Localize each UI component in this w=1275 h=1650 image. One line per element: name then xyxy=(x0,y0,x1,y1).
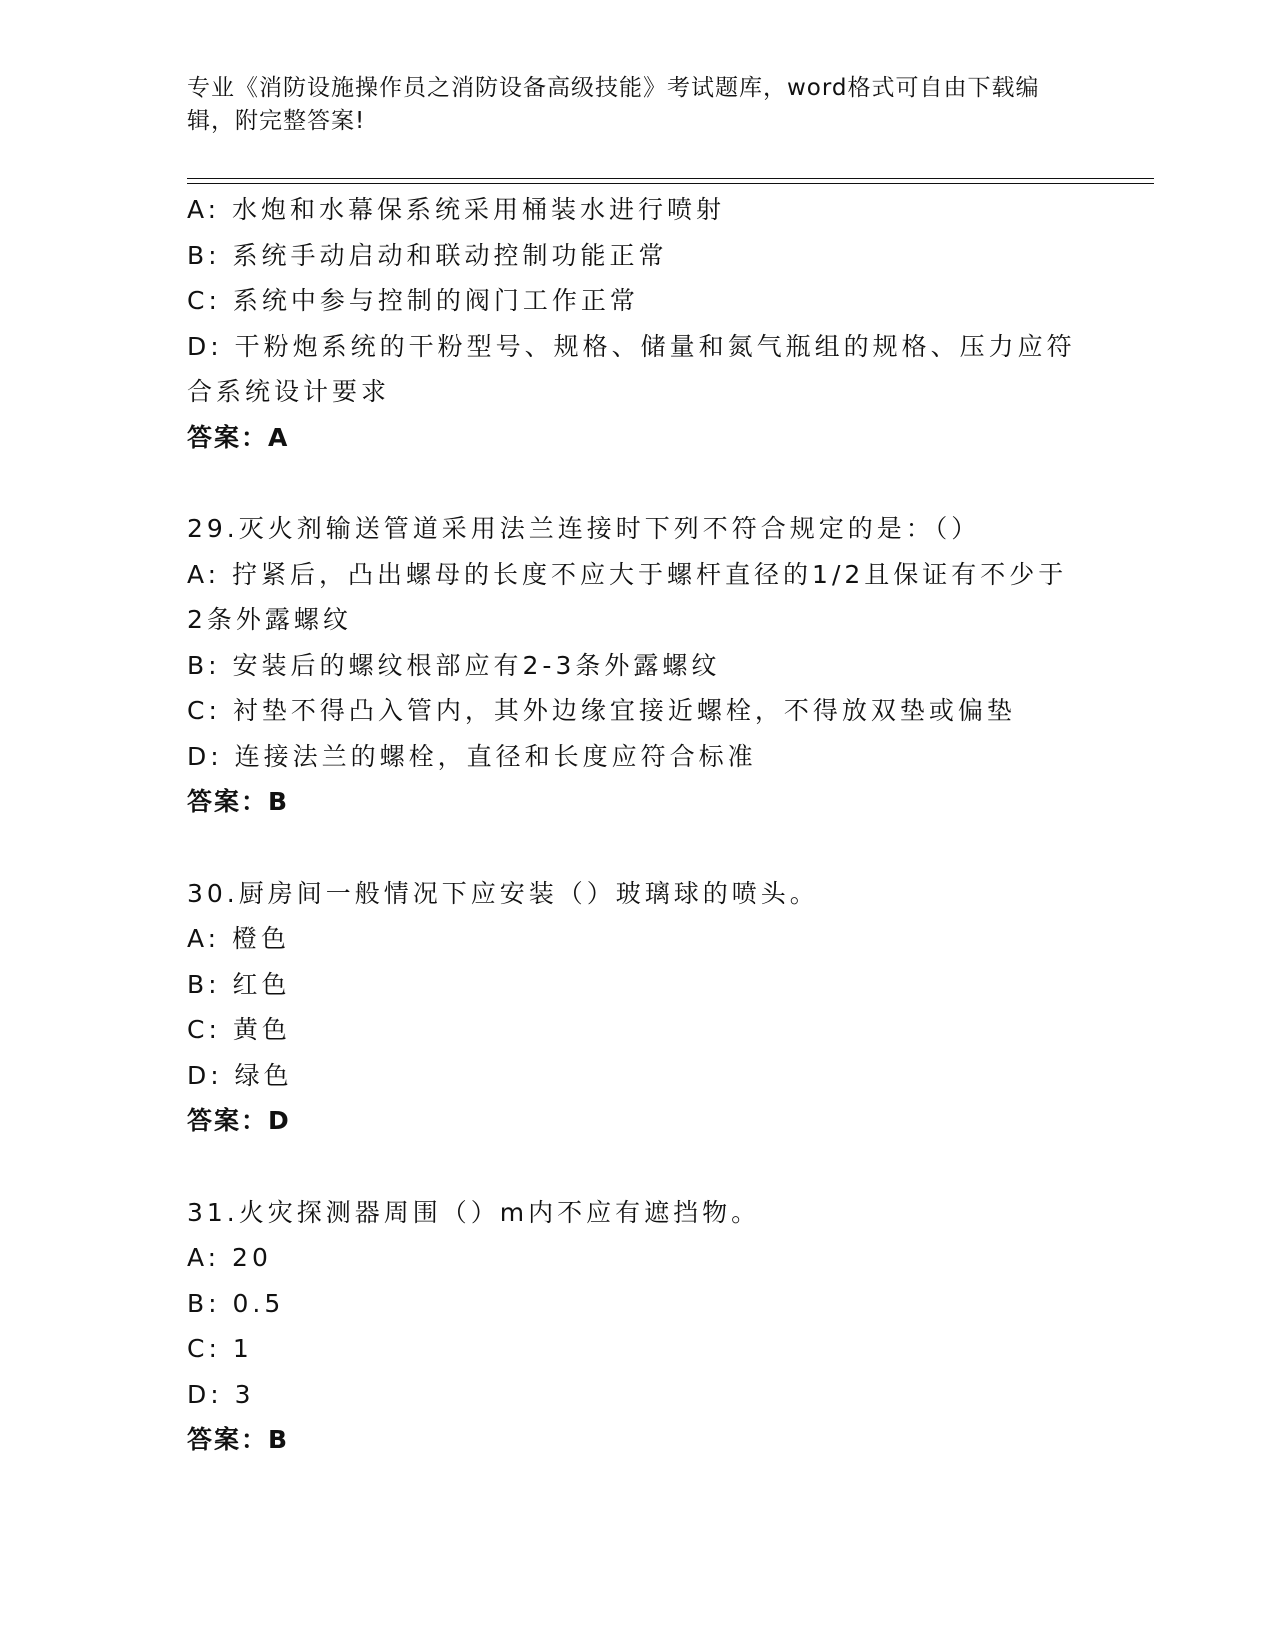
option-b: B: 0.5 xyxy=(187,1288,285,1318)
option-b: B: 红色 xyxy=(187,969,291,999)
answer-label: 答案：B xyxy=(187,787,290,816)
header-text: 专业《消防设施操作员之消防设备高级技能》考试题库，word格式可自由下载编辑，附完整答案! xyxy=(187,75,1040,134)
option-d: D: 连接法兰的螺栓，直径和长度应符合标准 xyxy=(187,741,757,771)
question-block-31 xyxy=(187,1190,1087,1463)
header-divider-top xyxy=(187,178,1154,179)
spacer xyxy=(187,460,1087,506)
option-d: D: 3 xyxy=(187,1379,255,1409)
option-c: C: 系统中参与控制的阀门工作正常 xyxy=(187,286,639,315)
question-block-28 xyxy=(187,187,1087,460)
spacer xyxy=(187,1144,1087,1190)
question-text: 30.厨房间一般情况下应安装（）玻璃球的喷头。 xyxy=(187,878,819,908)
answer-label: 答案：B xyxy=(187,1425,290,1454)
question-text: 31.火灾探测器周围（）m内不应有遮挡物。 xyxy=(187,1197,761,1227)
question-block-30 xyxy=(187,871,1087,1144)
option-a: A: 20 xyxy=(187,1243,272,1272)
option-c: C: 1 xyxy=(187,1334,253,1363)
header-divider-bottom xyxy=(187,183,1154,184)
option-a: A: 橙色 xyxy=(187,924,291,953)
answer-label: 答案：A xyxy=(187,422,290,452)
answer-label: 答案：D xyxy=(187,1106,291,1135)
option-a: A: 水炮和水幕保系统采用桶装水进行喷射 xyxy=(187,195,726,224)
question-block-29 xyxy=(187,506,1087,825)
spacer xyxy=(187,825,1087,871)
option-b: B: 安装后的螺纹根部应有2-3条外露螺纹 xyxy=(187,650,721,680)
question-text: 29.灭火剂输送管道采用法兰连接时下列不符合规定的是：（） xyxy=(187,514,981,543)
option-a-continued: 2条外露螺纹 xyxy=(187,605,352,634)
option-c: C: 衬垫不得凸入管内，其外边缘宜接近螺栓，不得放双垫或偏垫 xyxy=(187,696,1016,725)
option-d: D: 干粉炮系统的干粉型号、规格、储量和氮气瓶组的规格、压力应符 xyxy=(187,331,1076,361)
option-b: B: 系统手动启动和联动控制功能正常 xyxy=(187,240,668,270)
option-a: A: 拧紧后，凸出螺母的长度不应大于螺杆直径的1/2且保证有不少于 xyxy=(187,559,1068,589)
option-d: D: 绿色 xyxy=(187,1060,293,1090)
document-header xyxy=(187,72,1067,138)
option-d-continued: 合系统设计要求 xyxy=(187,377,391,406)
question-list xyxy=(187,187,1087,1463)
option-c: C: 黄色 xyxy=(187,1015,291,1044)
